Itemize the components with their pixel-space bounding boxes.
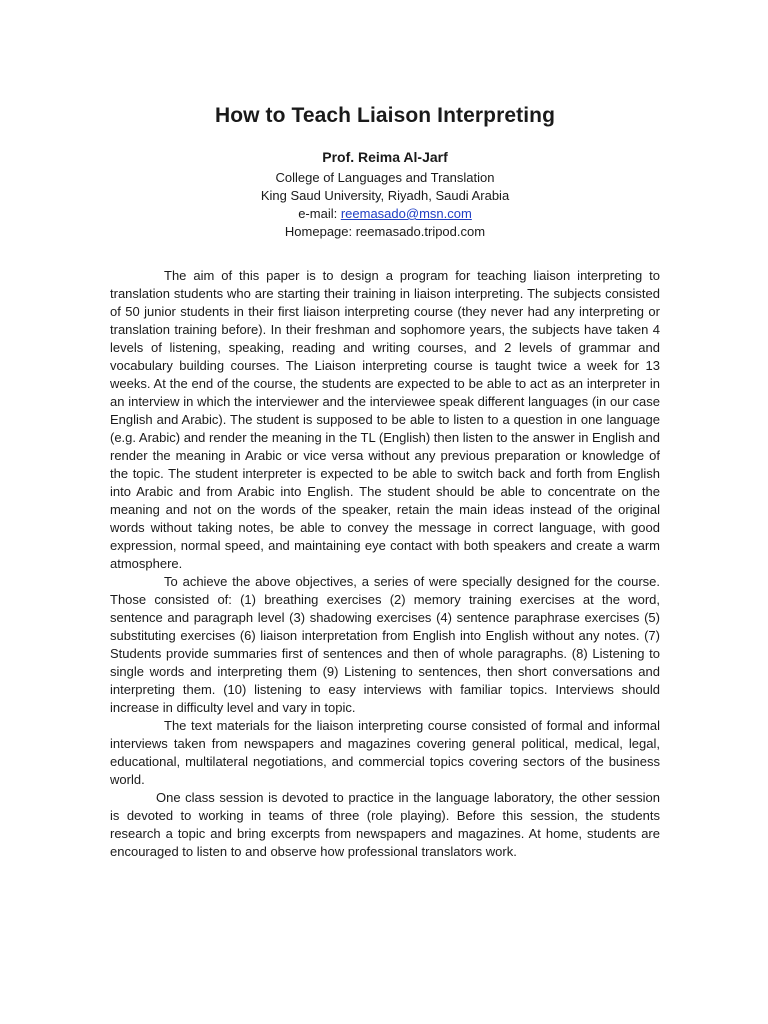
paragraph-aim: The aim of this paper is to design a program for teaching liaison interpreting to translation students who are starting their training in liaison interpreting. The subjects consisted of 50 junior students in their first liaison interpreting course (they never had any interpreting or translation training before). In their freshman and sophomore years, the subjects have taken 4 levels of listening, speaking, reading and writing courses, and 2 levels of grammar and vocabulary building courses. The Liaison interpreting course is taught twice a week for 13 weeks. At the end of the course, the students are expected to be able to act as an interpreter in an interview in which the interviewer and the interviewee speak different languages (in our case English and Arabic). The student is supposed to be able to listen to a question in one language (e.g. Arabic) and render the meaning in the TL (English) then listen to the answer in English and render the meaning in Arabic or vice versa without any previous preparation or knowledge of the topic. The student interpreter is expected to be able to switch back and forth from English into Arabic and from Arabic into English. The student should be able to concentrate on the meaning and not on the words of the speaker, retain the main ideas instead of the original words without taking notes, be able to convey the message in correct language, with good expression, normal speed, and maintaining eye contact with both speakers and create a warm atmosphere. [110,268,660,571]
email-link[interactable]: reemasado@msn.com [340,206,472,221]
paragraph-objectives: To achieve the above objectives, a series of were specially designed for the course. Those consisted of: (1) breathing exercises (2) memory training exercises at the word, sentence and paragraph level (3) shadowing exercises (4) sentence paraphrase exercises (5) substituting exercises (6) liaison interpretation from English into English without any notes. (7) Students provide summaries first of sentences and then of whole paragraphs. (8) Listening to single words and interpreting them (9) Listening to sentences, then short conversations and interpreting them. (10) listening to easy interviews with familiar topics. Interviews should increase in difficulty level and vary in topic. [110,574,660,715]
homepage-line: Homepage: reemasado.tripod.com [284,224,486,239]
email-label: e-mail: [298,206,341,221]
email-line [110,205,660,223]
author-name: Prof. Reima Al-Jarf [322,149,448,165]
paragraph-sessions: One class session is devoted to practice in the language laboratory, the other session is devoted to working in teams of three (role playing). Before this session, the students research a topic and bring excerpts from newspapers and magazines. At home, students are encouraged to listen to and observe how professional translators work. [110,790,660,859]
paragraph-materials: The text materials for the liaison interpreting course consisted of formal and informal interviews taken from newspapers and magazines covering general political, medical, legal, educational, multilateral negotiations, and commercial topics covering sectors of the business world. [110,718,660,787]
affiliation-university: King Saud University, Riyadh, Saudi Arabia [260,188,510,203]
paper-title: How to Teach Liaison Interpreting [214,104,556,127]
abstract-body [110,267,660,861]
document-page [110,104,660,861]
affiliation-college: College of Languages and Translation [275,170,495,185]
